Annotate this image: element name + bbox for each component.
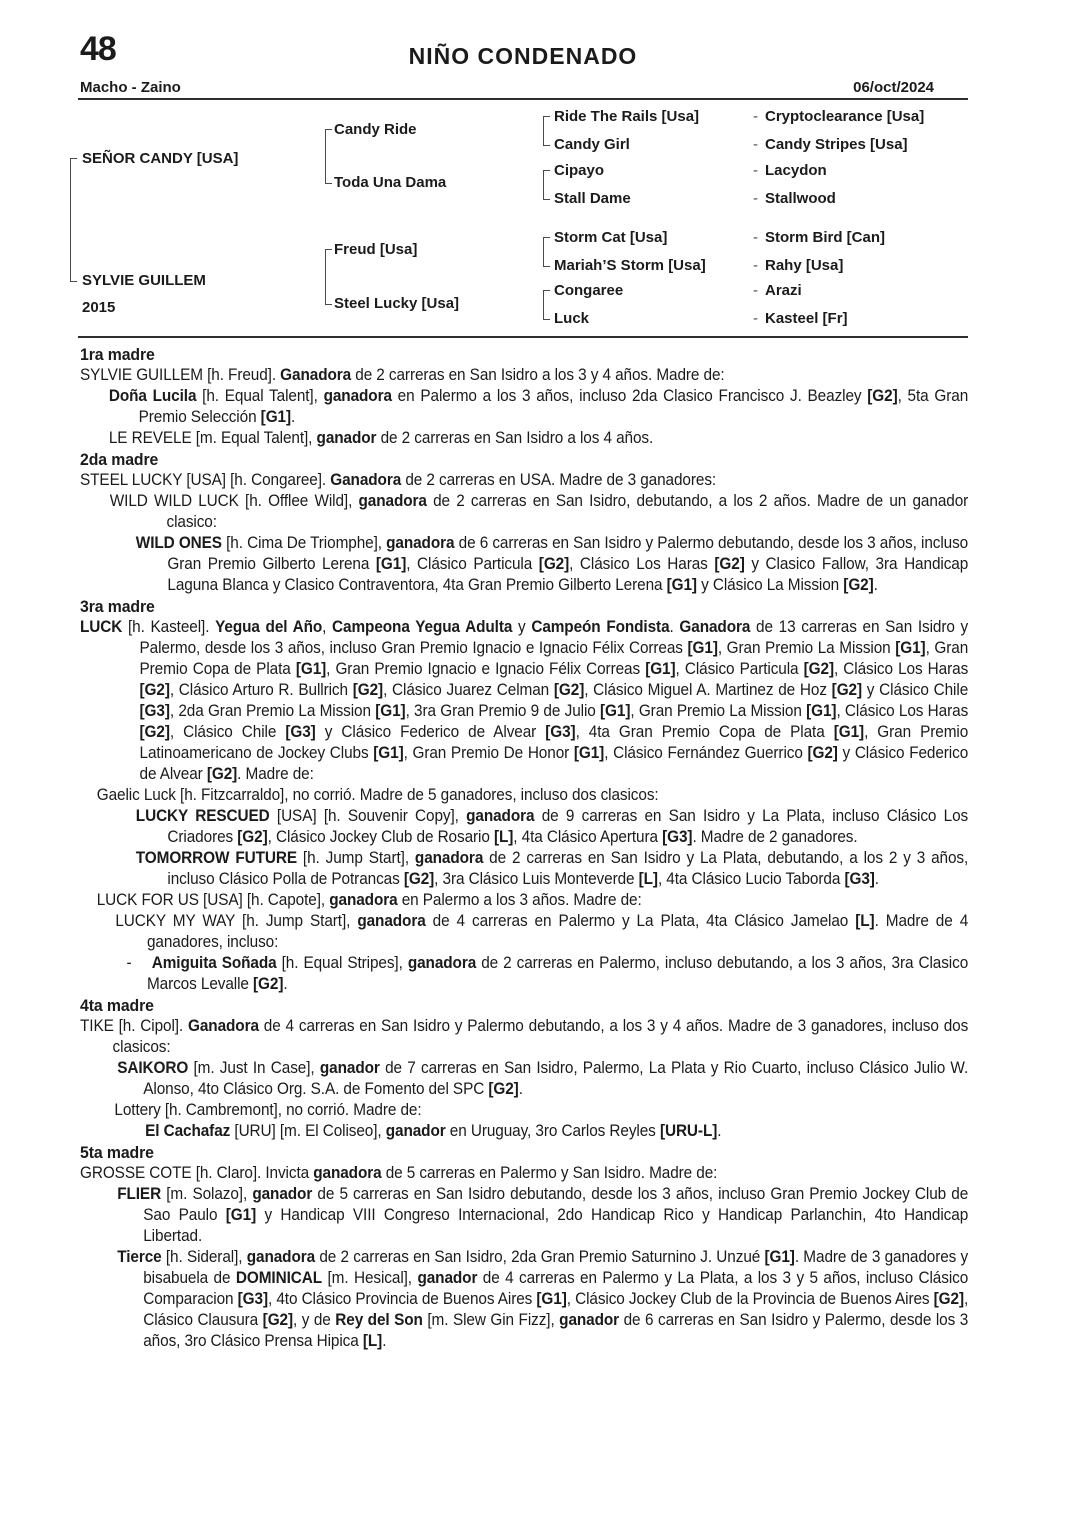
pedigree-bracket [543, 116, 550, 146]
pedigree-bracket [70, 158, 77, 282]
sale-date: 06/oct/2024 [853, 79, 934, 96]
pedigree-paragraph: TIKE [h. Cipol]. Ganadora de 4 carreras en San Isidro y Palermo debutando, a los 3 y 4 años. Madre de 3 ganadores, incluso dos clasicos: [80, 1017, 969, 1056]
pedigree-dash: - [753, 229, 758, 246]
bold-text: [L] [362, 1332, 383, 1350]
bold-text: ganadora [414, 849, 484, 867]
pedigree-sire: SEÑOR CANDY [USA] [82, 150, 239, 167]
pedigree-entry-gen3: Cipayo [554, 162, 605, 179]
pedigree-entry-gen2: Candy Ride [334, 121, 417, 138]
bold-text: DOMINICAL [235, 1269, 323, 1287]
bold-text: Tierce [117, 1248, 162, 1266]
bold-text: FLIER [117, 1185, 162, 1203]
bold-text: ganadora [313, 1164, 382, 1182]
bold-text: [G3] [844, 870, 875, 888]
bold-text: [URU-L] [659, 1122, 718, 1140]
bold-text: [G1] [600, 702, 631, 720]
bold-text: [G2] [553, 681, 585, 699]
bold-text: [G2] [206, 765, 238, 783]
madre-heading: 3ra madre [80, 597, 155, 616]
bold-text: [G2] [237, 828, 268, 846]
bold-text: [G2] [139, 723, 170, 741]
pedigree-entry-gen3: Mariah’S Storm [Usa] [554, 257, 706, 274]
pedigree-paragraph: Doña Lucila [h. Equal Talent], ganadora en Palermo a los 3 años, incluso 2da Clasico Francisco J. Beazley [G2], 5ta Gran Premio Selección [G1]. [108, 387, 969, 426]
pedigree-entry-gen3: Candy Girl [554, 136, 630, 153]
bold-text: [G1] [573, 744, 605, 762]
bold-text: Doña Lucila [108, 387, 197, 405]
bold-text: [G1] [687, 639, 718, 657]
bold-text: Campeón Fondista [531, 618, 670, 636]
bold-text: [G1] [375, 555, 407, 573]
bold-text: WILD ONES [135, 534, 222, 552]
bold-text: [G1] [225, 1206, 257, 1224]
bold-text: [G1] [895, 639, 926, 657]
pedigree-entry-gen3: Luck [554, 310, 590, 327]
bold-text: Rey del Son [335, 1311, 423, 1329]
pedigree-paragraph: WILD ONES [h. Cima De Triomphe], ganadora de 6 carreras en San Isidro y Palermo debutando, desde los 3 años, incluso Gran Premio Gilberto Lerena [G1], Clásico Particula [G2], Clásico Los Haras [G2] y Clasico Fallow, 3ra Handicap Laguna Blanca y Clasico Contraventora, 4ta Gran Premio Gilberto Lerena [G1] y Clásico La Mission [G2]. [135, 534, 969, 594]
bold-text: [G2] [843, 576, 874, 594]
bold-text: [G2] [803, 660, 834, 678]
bold-text: Yegua del Año [215, 618, 323, 636]
pedigree-entry-gen4: - Lacydon [753, 162, 827, 179]
bold-text: El Cachafaz [145, 1122, 231, 1140]
pedigree-bracket [543, 237, 550, 267]
bold-text: ganador [316, 429, 377, 447]
madre-heading: 5ta madre [80, 1143, 154, 1162]
pedigree-paragraph: LUCK FOR US [USA] [h. Capote], ganadora en Palermo a los 3 años. Madre de: [96, 891, 642, 909]
bold-text: Ganadora [330, 471, 402, 489]
bold-text: [G2] [831, 681, 863, 699]
pedigree-dam: SYLVIE GUILLEM [82, 272, 206, 289]
bold-text: ganador [319, 1059, 380, 1077]
pedigree-entry-gen3: Storm Cat [Usa] [554, 229, 668, 246]
bold-text: [G3] [139, 702, 170, 720]
bold-text: [G2] [933, 1290, 964, 1308]
bold-text: Ganadora [188, 1017, 259, 1035]
bold-text: [L] [855, 912, 875, 930]
bold-text: LUCK [80, 618, 123, 636]
bold-text: ganadora [246, 1248, 316, 1266]
pedigree-paragraph: SYLVIE GUILLEM [h. Freud]. Ganadora de 2 carreras en San Isidro a los 3 y 4 años. Madre de: [80, 366, 725, 384]
pedigree-entry-gen2: Steel Lucky [Usa] [334, 295, 460, 312]
bold-text: [G1] [764, 1248, 795, 1266]
bold-text: [G1] [260, 408, 292, 426]
pedigree-entry-gen2: Freud [Usa] [334, 241, 418, 258]
pedigree-paragraph: Gaelic Luck [h. Fitzcarraldo], no corrió. Madre de 5 ganadores, incluso dos clasicos: [96, 786, 659, 804]
pedigree-dash: - [753, 136, 758, 153]
pedigree-paragraph: Tierce [h. Sideral], ganadora de 2 carreras en San Isidro, 2da Gran Premio Saturnino J. Unzué [G1]. Madre de 3 ganadores y bisabuela de DOMINICAL [m. Hesical], ganador de 4 carreras en Palermo y La Plata, a los 3 y 5 años, incluso Clásico Comparacion [G3], 4to Clásico Provincia de Buenos Aires [G1], Clásico Jockey Club de la Provincia de Buenos Aires [G2], Clásico Clausura [G2], y de Rey del Son [m. Slew Gin Fizz], ganador de 6 carreras en San Isidro y Palermo, desde los 3 años, 3ro Clásico Prensa Hipica [L]. [117, 1248, 969, 1350]
sex-coat-label: Macho - Zaino [80, 79, 181, 96]
pedigree-tree [0, 0, 1080, 340]
bold-text: [G3] [285, 723, 316, 741]
hip-number: 48 [80, 30, 116, 68]
pedigree-paragraph: LUCKY RESCUED [USA] [h. Souvenir Copy], ganadora de 9 carreras en San Isidro y La Plata, incluso Clásico Los Criadores [G2], Clásico Jockey Club de Rosario [L], 4ta Clásico Apertura [G3]. Madre de 2 ganadores. [135, 807, 969, 846]
pedigree-entry-gen4: - Stallwood [753, 190, 836, 207]
pedigree-bracket [543, 290, 550, 320]
bold-text: ganadora [358, 492, 427, 510]
pedigree-entry-gen4: - Storm Bird [Can] [753, 229, 885, 246]
pedigree-entry-gen3: Ride The Rails [Usa] [554, 108, 700, 125]
pedigree-text [80, 344, 968, 1352]
pedigree-entry-gen2: Toda Una Dama [334, 174, 447, 191]
bold-text: [G1] [645, 660, 676, 678]
pedigree-dash: - [753, 108, 758, 125]
bold-text: [G2] [403, 870, 435, 888]
madre-heading: 1ra madre [80, 345, 155, 364]
bold-text: ganador [252, 1185, 313, 1203]
pedigree-paragraph: STEEL LUCKY [USA] [h. Congaree]. Ganadora de 2 carreras en USA. Madre de 3 ganadores: [80, 471, 717, 489]
bold-text: Ganadora [280, 366, 352, 384]
pedigree-paragraph: LUCKY MY WAY [h. Jump Start], ganadora de 4 carreras en Palermo y La Plata, 4ta Clásico Jamelao [L]. Madre de 4 ganadores, incluso: [115, 912, 969, 951]
pedigree-paragraph: El Cachafaz [URU] [m. El Coliseo], ganador en Uruguay, 3ro Carlos Reyles [URU-L]. [145, 1122, 722, 1140]
pedigree-dash: - [753, 162, 758, 179]
bold-text: Amiguita Soñada [151, 954, 277, 972]
bold-text: [G1] [373, 744, 404, 762]
bold-text: LUCKY RESCUED [135, 807, 270, 825]
bold-text: [G1] [375, 702, 406, 720]
pedigree-dash: - [753, 257, 758, 274]
pedigree-dam-year: 2015 [82, 299, 116, 316]
pedigree-bracket [543, 170, 550, 200]
bold-text: [G3] [662, 828, 693, 846]
bold-text: ganador [385, 1122, 446, 1140]
bold-text: SAIKORO [117, 1059, 189, 1077]
pedigree-paragraph: LUCK [h. Kasteel]. Yegua del Año, Campeona Yegua Adulta y Campeón Fondista. Ganadora de 13 carreras en San Isidro y Palermo, desde los 3 años, incluso Gran Premio Ignacio e Ignacio Félix Correas [G1], Gran Premio La Mission [G1], Gran Premio Copa de Plata [G1], Gran Premio Ignacio e Ignacio Félix Correas [G1], Clásico Particula [G2], Clásico Los Haras [G2], Clásico Arturo R. Bullrich [G2], Clásico Juarez Celman [G2], Clásico Miguel A. Martinez de Hoz [G2] y Clásico Chile [G3], 2da Gran Premio La Mission [G1], 3ra Gran Premio 9 de Julio [G1], Gran Premio La Mission [G1], Clásico Los Haras [G2], Clásico Chile [G3] y Clásico Federico de Alvear [G3], 4ta Gran Premio Copa de Plata [G1], Gran Premio Latinoamericano de Jockey Clubs [G1], Gran Premio De Honor [G1], Clásico Fernández Guerrico [G2] y Clásico Federico de Alvear [G2]. Madre de: [80, 618, 969, 783]
tree-rule [78, 336, 968, 338]
bold-text: [G1] [833, 723, 865, 741]
pedigree-entry-gen4: - Cryptoclearance [Usa] [753, 108, 925, 125]
bold-text: [G1] [536, 1290, 567, 1308]
pedigree-paragraph: LE REVELE [m. Equal Talent], ganador de 2 carreras en San Isidro a los 4 años. [108, 429, 654, 447]
bold-text: [G2] [867, 387, 898, 405]
pedigree-entry-gen4: - Candy Stripes [Usa] [753, 136, 908, 153]
bold-text: [G2] [538, 555, 570, 573]
bold-text: [G3] [545, 723, 576, 741]
pedigree-paragraph: Lottery [h. Cambremont], no corrió. Madre de: [114, 1101, 422, 1119]
bold-text: [G2] [488, 1080, 519, 1098]
pedigree-bracket [325, 249, 332, 305]
bold-text: [G1] [666, 576, 697, 594]
bold-text: ganadora [386, 534, 455, 552]
bold-text: [G2] [714, 555, 745, 573]
pedigree-entry-gen3: Congaree [554, 282, 624, 299]
pedigree-entry-gen4: - Rahy [Usa] [753, 257, 844, 274]
bold-text: ganadora [323, 387, 392, 405]
pedigree-paragraph: FLIER [m. Solazo], ganador de 5 carreras en San Isidro debutando, desde los 3 años, incluso Gran Premio Jockey Club de Sao Paulo [G1] y Handicap VIII Congreso Internacional, 2do Handicap Rico y Handicap Parlanchin, 4to Handicap Libertad. [117, 1185, 969, 1245]
bold-text: TOMORROW FUTURE [135, 849, 297, 867]
bold-text: [G2] [807, 744, 838, 762]
page-title: NIÑO CONDENADO [408, 43, 638, 69]
bold-text: [G2] [139, 681, 170, 699]
pedigree-entry-gen4: - Kasteel [Fr] [753, 310, 848, 327]
pedigree-paragraph: TOMORROW FUTURE [h. Jump Start], ganadora de 2 carreras en San Isidro y La Plata, debutando, a los 2 y 3 años, incluso Clásico Polla de Potrancas [G2], 3ra Clásico Luis Monteverde [L], 4ta Clásico Lucio Taborda [G3]. [135, 849, 969, 888]
bold-text: [G1] [295, 660, 327, 678]
bold-text: [G3] [237, 1290, 268, 1308]
bold-text: [G2] [262, 1311, 293, 1329]
pedigree-paragraph: WILD WILD LUCK [h. Offlee Wild], ganadora de 2 carreras en San Isidro, debutando, a los 2 años. Madre de un ganador clasico: [109, 492, 969, 531]
pedigree-paragraph: SAIKORO [m. Just In Case], ganador de 7 carreras en San Isidro, Palermo, La Plata y Rio Cuarto, incluso Clásico Julio W. Alonso, 4to Clásico Org. S.A. de Fomento del SPC [G2]. [117, 1059, 969, 1098]
bold-text: [G2] [253, 975, 284, 993]
bold-text: [L] [493, 828, 514, 846]
bold-text: ganador [417, 1269, 478, 1287]
pedigree-paragraph: - Amiguita Soñada [h. Equal Stripes], ganadora de 2 carreras en Palermo, incluso debutando, a los 3 años, 3ra Clasico Marcos Levalle [G2]. [126, 954, 969, 993]
madre-heading: 4ta madre [80, 996, 154, 1015]
madre-heading: 2da madre [80, 450, 159, 469]
bold-text: ganadora [329, 891, 398, 909]
pedigree-dash: - [753, 190, 758, 207]
bold-text: ganadora [466, 807, 535, 825]
pedigree-dash: - [753, 310, 758, 327]
pedigree-entry-gen3: Stall Dame [554, 190, 631, 207]
bold-text: [G1] [806, 702, 837, 720]
pedigree-dash: - [753, 282, 758, 299]
pedigree-paragraph: GROSSE COTE [h. Claro]. Invicta ganadora de 5 carreras en Palermo y San Isidro. Madre de: [80, 1164, 718, 1182]
pedigree-entry-gen4: - Arazi [753, 282, 802, 299]
bold-text: Ganadora [679, 618, 751, 636]
bold-text: Campeona Yegua Adulta [332, 618, 513, 636]
bold-text: ganadora [357, 912, 426, 930]
bold-text: [L] [638, 870, 658, 888]
bold-text: [G2] [352, 681, 384, 699]
bold-text: ganador [559, 1311, 620, 1329]
pedigree-bracket [325, 129, 332, 184]
bold-text: ganadora [407, 954, 477, 972]
